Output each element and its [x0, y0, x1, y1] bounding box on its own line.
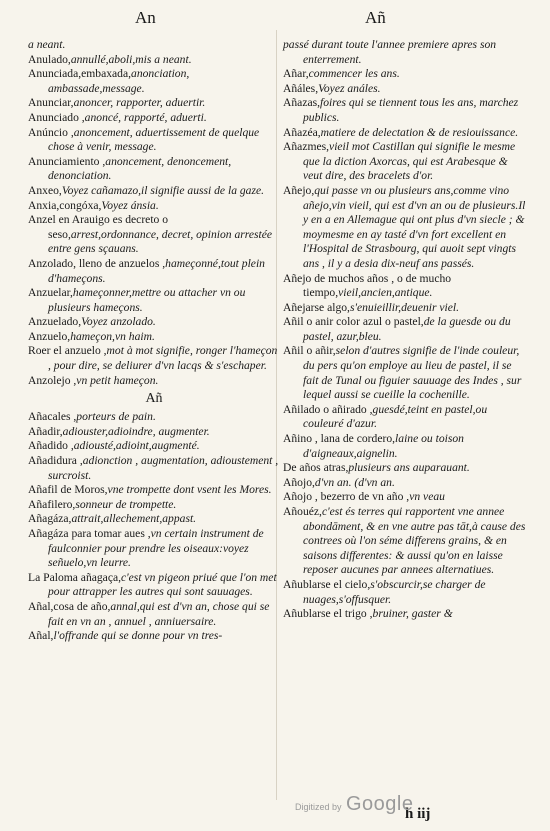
dictionary-entry	[283, 272, 528, 301]
entry-headword: Anunciado ,	[28, 110, 85, 124]
dictionary-entry	[28, 330, 280, 345]
dictionary-entry	[283, 67, 528, 82]
entry-headword: Añil o añir,	[283, 344, 336, 358]
entry-translation: anoncé, rapporté, aduerti.	[84, 110, 207, 124]
dictionary-entry	[283, 461, 528, 476]
dictionary-entry	[283, 315, 528, 344]
entry-translation: attrait,allechement,appast.	[71, 512, 197, 526]
dictionary-entry	[283, 403, 528, 432]
entry-headword: Añafilero,	[28, 497, 76, 511]
dictionary-entry	[283, 301, 528, 316]
entry-translation: anonciation, ambassade,message.	[48, 67, 190, 95]
entry-headword: Anxia,congóxa,	[28, 198, 102, 212]
entry-translation: s'obscurcir,se charger de nuages,s'offusquer.	[303, 577, 486, 606]
entry-translation: vne trompette dont vsent les Mores.	[107, 483, 272, 497]
left-column	[28, 38, 280, 644]
entry-headword: Añadir,	[28, 424, 63, 438]
dictionary-entry	[283, 38, 528, 67]
dictionary-entry	[283, 578, 528, 607]
entry-headword: Anzel en Arauigo es decreto o seso,	[28, 213, 169, 241]
entry-headword: Añadidura ,	[28, 454, 83, 468]
entry-translation: guesdé,teint en pastel,ou couleuré d'azur.	[303, 402, 488, 431]
dictionary-entry	[28, 512, 280, 527]
entry-headword: Añojo,	[283, 475, 315, 489]
dictionary-entry	[28, 498, 280, 513]
entry-translation: l'offrande qui se donne pour vn tres-	[53, 629, 223, 643]
entry-translation: c'est vn pigeon priué que l'on met pour attrapper les autres qui sont sauuages.	[48, 570, 277, 599]
dictionary-entry	[28, 257, 280, 286]
dictionary-entry	[28, 315, 280, 330]
entry-headword: Añagáza,	[28, 512, 72, 526]
dictionary-entry	[283, 476, 528, 491]
dictionary-entry	[28, 425, 280, 440]
dictionary-entry	[28, 111, 280, 126]
dictionary-entry	[28, 454, 280, 483]
entry-headword: Añazas,	[283, 96, 321, 110]
entry-headword: Añar,	[283, 67, 309, 81]
entry-translation: anoncement, denoncement, denonciation.	[48, 154, 232, 183]
watermark-brand: Google	[345, 793, 414, 815]
entry-headword: Anzolado, lleno de anzuelos ,	[28, 256, 166, 270]
entry-translation: adionction , augmentation, adioustement , surcroist.	[48, 454, 279, 482]
entry-translation: Voyez ánsia.	[101, 198, 159, 212]
dictionary-entry	[28, 439, 280, 454]
entry-headword: Roer el anzuelo ,	[28, 344, 107, 358]
entry-translation: hameçon,vn haim.	[70, 329, 155, 343]
right-column	[283, 38, 528, 622]
entry-translation: vn petit hameçon.	[76, 373, 159, 387]
entry-headword: Añojo , bezerro de vn año ,	[283, 490, 410, 504]
dictionary-entry	[283, 126, 528, 141]
entry-headword: Anzuelo,	[28, 329, 71, 343]
dictionary-entry	[28, 126, 280, 155]
entry-translation: vieil,ancien,antique.	[338, 286, 433, 300]
entry-translation: anoncement, aduertissement de quelque chose à venir, message.	[48, 125, 260, 154]
entry-translation: anoncer, rapporter, aduertir.	[73, 96, 206, 110]
dictionary-entry	[283, 140, 528, 184]
entry-translation: adiousté,adioint,augmenté.	[73, 439, 200, 453]
entry-headword: Anunciada,embaxada,	[28, 67, 132, 81]
entry-headword: Añazmes,	[283, 140, 330, 154]
entry-translation: de la guesde ou du pastel, azur,bleu.	[303, 315, 511, 343]
dictionary-entry	[28, 53, 280, 68]
entry-translation: adiouster,adioindre, augmenter.	[62, 424, 210, 438]
entry-headword: La Paloma añagaça,	[28, 570, 122, 584]
entry-headword: Anzolejo ,	[28, 373, 77, 387]
dictionary-entry	[28, 67, 280, 96]
entry-translation: s'enuieillir,deuenir viel.	[349, 300, 460, 314]
entry-headword: Anunciar,	[28, 96, 74, 110]
dictionary-entry	[28, 344, 280, 373]
entry-headword: Anzuelar,	[28, 286, 73, 300]
entry-headword: Añilado o añirado ,	[283, 402, 373, 416]
watermark-prefix: Digitized by	[295, 802, 342, 812]
dictionary-entry	[283, 184, 528, 272]
entry-translation: Voyez análes.	[318, 81, 381, 95]
entry-translation: porteurs de pain.	[76, 410, 156, 424]
entry-translation: Voyez anzolado.	[81, 315, 156, 329]
dictionary-entry	[28, 38, 280, 53]
entry-translation: Voyez cañamazo,il signifie aussi de la gaze.	[61, 183, 265, 197]
dictionary-entry	[283, 432, 528, 461]
entry-headword: Añejarse algo,	[283, 300, 350, 314]
dictionary-entry	[28, 96, 280, 111]
entry-headword: Anzuelado,	[28, 315, 82, 329]
entry-translation: qui passe vn ou plusieurs ans,comme vino añejo,vin vieil, qui est d'vn an ou de plusieurs.Il y en a en Allemague qui ont plus d'vn siecle ; & moymesme en ay tasté d'vn fort excellent en l'Hospital de Strasbourg, qui auoit sept vingts ans , il y a desia dix-neuf ans passés.	[303, 183, 526, 270]
entry-translation: a neant.	[28, 38, 66, 51]
dictionary-entry	[28, 286, 280, 315]
entry-translation: vn certain instrument de faulconnier pour prendre les oiseaux:voyez señuelo,vn leurre.	[48, 527, 264, 570]
entry-headword: Anxeo,	[28, 183, 62, 197]
entry-headword: De años atras,	[283, 461, 349, 475]
dictionary-entry	[28, 155, 280, 184]
entry-translation: hameçonné,tout plein d'hameçons.	[48, 256, 265, 285]
entry-headword: Añacales ,	[28, 410, 77, 424]
entry-headword: Añublarse el cielo,	[283, 577, 371, 591]
entry-headword: Añadido ,	[28, 439, 74, 453]
entry-headword: Añagáza para tomar aues ,	[28, 527, 151, 540]
entry-headword: Añejo,	[283, 183, 315, 197]
dictionary-entry	[283, 344, 528, 402]
running-head-right: Añ	[365, 8, 386, 27]
entry-headword: Añil o anir color azul o pastel,	[283, 315, 424, 329]
entry-translation: foires qui se tiennent tous les ans, marchez publics.	[303, 96, 519, 124]
entry-translation: annullé,aboli,mis a neant.	[70, 52, 192, 66]
entry-headword: Añejo de muchos años , o de mucho tiempo,	[283, 271, 452, 300]
entry-translation: selon d'autres signifie de l'inde couleur, du pers qu'on employe au lieu de pastel, il se fait de Tunal ou figuier sauuage des Indes , sur lequel aussi se cueille la cochenille.	[303, 344, 522, 402]
entry-headword: Anunciamiento ,	[28, 154, 106, 168]
digitized-watermark	[295, 793, 413, 816]
section-heading: Añ	[145, 391, 163, 407]
entry-translation: vieil mot Castillan qui signifie le mesme que la diction Axorcas, qui est Arabesque & veut dire, des bracelets d'or.	[303, 140, 516, 183]
entry-translation: c'est és terres qui rapportent vne annee abondāment, & en vne autre pas tāt,à cause des contrees où l'on séme differens grains, & en saisons differentes: & aussi qu'on en laisse reposer aucunes par annees alternatiues.	[303, 505, 526, 577]
entry-headword: Anulado,	[28, 52, 71, 66]
entry-translation: hameçonner,mettre ou attacher vn ou plusieurs hameçons.	[48, 286, 246, 314]
dictionary-entry	[28, 527, 280, 571]
entry-translation: d'vn an. (d'vn an.	[314, 475, 395, 489]
entry-translation: bruiner, gaster &	[372, 607, 453, 621]
entry-translation: passé durant toute l'annee premiere apres son enterrement.	[283, 38, 497, 66]
entry-translation: mot à mot signifie, ronger l'hameçon , pour dire, se deliurer d'vn lacqs & s'eschaper.	[48, 344, 278, 373]
dictionary-entry	[283, 505, 528, 578]
dictionary-entry	[283, 82, 528, 97]
dictionary-entry	[28, 571, 280, 600]
dictionary-entry	[28, 199, 280, 214]
running-head-left: An	[135, 8, 156, 27]
dictionary-entry	[28, 629, 280, 644]
dictionary-entry	[28, 184, 280, 199]
entry-headword: Anúncio ,	[28, 125, 74, 139]
dictionary-entry	[283, 96, 528, 125]
entry-headword: Añáles,	[283, 81, 319, 95]
entry-translation: vn veau	[409, 490, 445, 504]
entry-translation: sonneur de trompette.	[75, 497, 177, 511]
dictionary-entry	[283, 490, 528, 505]
signature-mark: h iij	[405, 806, 431, 822]
entry-translation: arrest,ordonnance, decret, opinion arrestée entre gens sçauans.	[48, 227, 273, 256]
entry-headword: Añazéa,	[283, 125, 321, 139]
entry-headword: Añal,cosa de año,	[28, 599, 111, 613]
dictionary-entry	[283, 607, 528, 622]
entry-translation: laine ou toison d'aigneaux,aignelin.	[303, 432, 464, 460]
entry-headword: Añublarse el trigo ,	[283, 607, 373, 621]
entry-translation: matiere de delectation & de resiouissance.	[320, 125, 519, 139]
dictionary-entry	[28, 374, 280, 389]
dictionary-entry	[28, 483, 280, 498]
entry-headword: Añafil de Moros,	[28, 483, 108, 497]
entry-translation: plusieurs ans auparauant.	[348, 461, 470, 475]
entry-translation: commencer les ans.	[308, 67, 400, 81]
entry-headword: Añino , lana de cordero,	[283, 432, 396, 446]
entry-translation: annal,qui est d'vn an, chose qui se fait en vn an , annuel , anniuersaire.	[48, 599, 270, 628]
entry-headword: Añal,	[28, 629, 54, 643]
entry-headword: Añouéz,	[283, 505, 322, 518]
dictionary-entry	[28, 213, 280, 257]
dictionary-entry	[28, 600, 280, 629]
dictionary-entry	[28, 410, 280, 425]
